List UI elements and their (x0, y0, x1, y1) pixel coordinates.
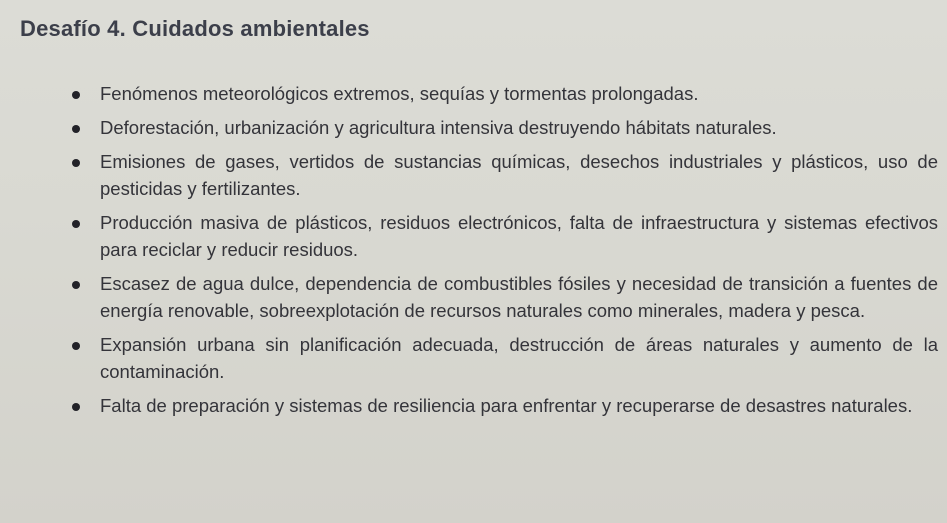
list-item-text: Escasez de agua dulce, dependencia de combustibles fósiles y necesidad de transición a fuentes de energía renovable, sobreexplotación de recursos naturales como minerales, madera y pesca. (100, 273, 938, 321)
list-item (68, 148, 938, 202)
bullet-icon (72, 281, 80, 289)
list-item (68, 209, 938, 263)
bullet-icon (72, 403, 80, 411)
list-item-text: Expansión urbana sin planificación adecuada, destrucción de áreas naturales y aumento de la contaminación. (100, 334, 938, 382)
list-item (68, 331, 938, 385)
list-item (68, 270, 938, 324)
list-item-text: Fenómenos meteorológicos extremos, sequías y tormentas prolongadas. (100, 83, 699, 104)
bullet-icon (72, 220, 80, 228)
list-item (68, 392, 938, 419)
page-title: Desafío 4. Cuidados ambientales (20, 16, 370, 41)
list-item (68, 114, 938, 141)
list-item-text: Producción masiva de plásticos, residuos electrónicos, falta de infraestructura y sistemas efectivos para reciclar y reducir residuos. (100, 212, 938, 260)
bullet-icon (72, 91, 80, 99)
bullet-icon (72, 159, 80, 167)
list-item-text: Deforestación, urbanización y agricultura intensiva destruyendo hábitats naturales. (100, 117, 777, 138)
bullet-icon (72, 342, 80, 350)
list-item-text: Falta de preparación y sistemas de resiliencia para enfrentar y recuperarse de desastres naturales. (100, 395, 913, 416)
list-item (68, 80, 938, 107)
bullet-icon (72, 125, 80, 133)
bullet-list (68, 80, 938, 426)
list-item-text: Emisiones de gases, vertidos de sustancias químicas, desechos industriales y plásticos, uso de pesticidas y fertilizantes. (100, 151, 938, 199)
